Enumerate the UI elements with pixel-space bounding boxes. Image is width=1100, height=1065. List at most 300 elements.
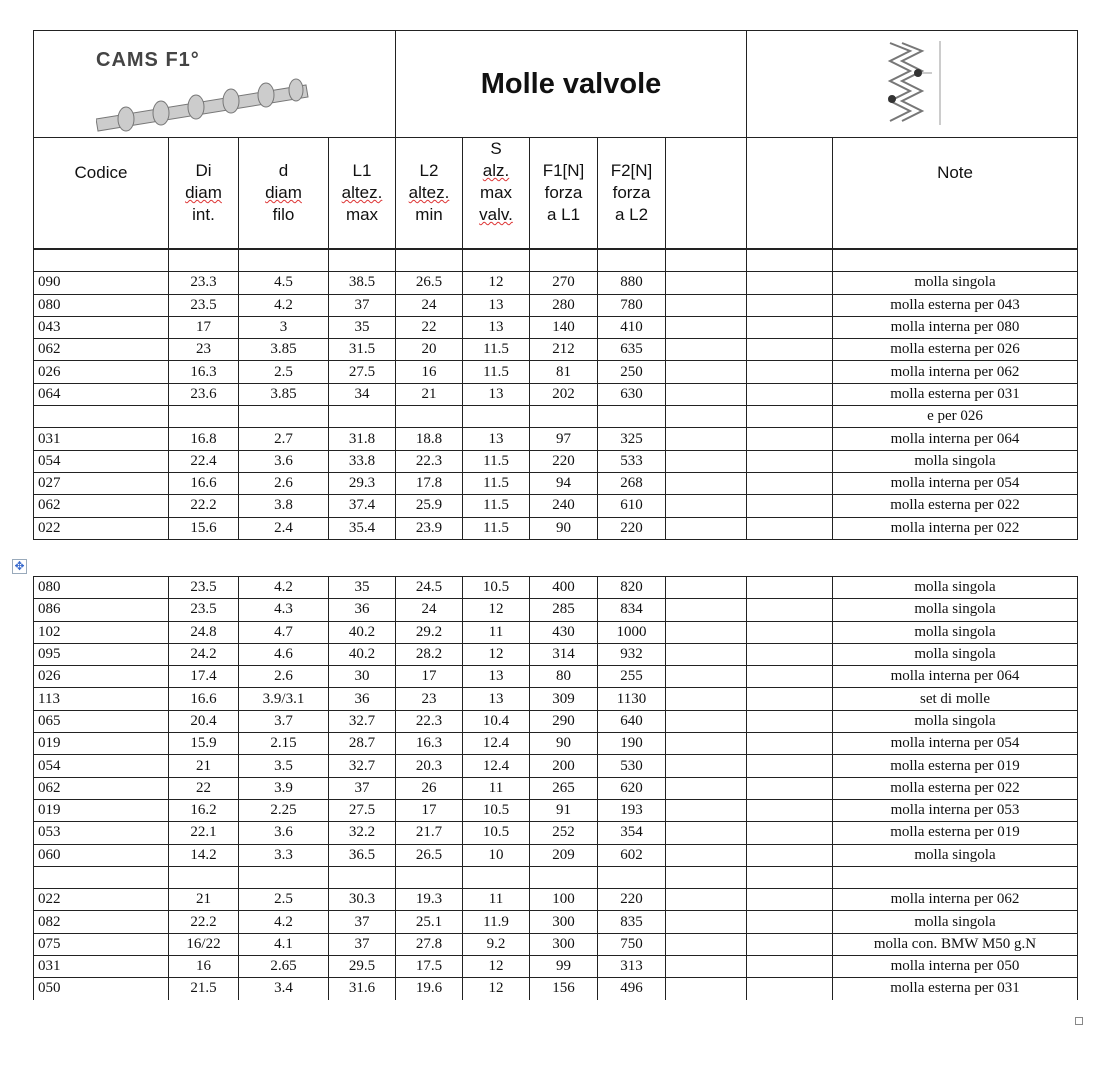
value-cell: 27.8: [396, 933, 463, 955]
column-header: [833, 138, 1078, 249]
value-cell: 13: [463, 688, 530, 710]
empty-cell: [747, 978, 833, 1000]
value-cell: 2.7: [239, 428, 329, 450]
value-cell: 23.5: [169, 599, 239, 621]
logo-text: CAMS F1°: [96, 49, 200, 71]
value-cell: 37: [329, 933, 396, 955]
empty-cell: [747, 316, 833, 338]
value-cell: 3.7: [239, 710, 329, 732]
empty-cell: [666, 733, 747, 755]
value-cell: 17: [396, 666, 463, 688]
empty-cell: [666, 361, 747, 383]
column-header-line: valv.: [479, 205, 513, 224]
empty-cell: [747, 799, 833, 821]
header-table: [33, 30, 1078, 249]
value-cell: [463, 866, 530, 888]
value-cell: 268: [598, 472, 666, 494]
value-cell: 3.9/3.1: [239, 688, 329, 710]
note-cell: molla singola: [833, 621, 1078, 643]
value-cell: 835: [598, 911, 666, 933]
table-row: [34, 755, 1078, 777]
note-cell: molla singola: [833, 599, 1078, 621]
value-cell: 23.6: [169, 383, 239, 405]
value-cell: 25.9: [396, 495, 463, 517]
value-cell: 220: [598, 889, 666, 911]
value-cell: 496: [598, 978, 666, 1000]
note-cell: molla interna per 080: [833, 316, 1078, 338]
value-cell: 10.4: [463, 710, 530, 732]
value-cell: 80: [530, 666, 598, 688]
table-row: [34, 911, 1078, 933]
camshaft-image: [96, 75, 316, 135]
value-cell: 430: [530, 621, 598, 643]
value-cell: 3.3: [239, 844, 329, 866]
table-row: [34, 688, 1078, 710]
value-cell: 209: [530, 844, 598, 866]
value-cell: 3: [239, 316, 329, 338]
value-cell: 20.4: [169, 710, 239, 732]
value-cell: 22.3: [396, 450, 463, 472]
empty-cell: [666, 643, 747, 665]
value-cell: 2.6: [239, 666, 329, 688]
empty-cell: [666, 866, 747, 888]
table-row: [34, 577, 1078, 599]
column-header-line: L1: [352, 161, 372, 180]
empty-cell: [666, 339, 747, 361]
value-cell: 820: [598, 577, 666, 599]
value-cell: 27.5: [329, 799, 396, 821]
code-cell: 026: [34, 666, 169, 688]
value-cell: 17.8: [396, 472, 463, 494]
column-header-line: Codice: [74, 163, 128, 182]
value-cell: [329, 250, 396, 272]
value-cell: 13: [463, 383, 530, 405]
value-cell: 23.5: [169, 577, 239, 599]
empty-cell: [666, 621, 747, 643]
value-cell: [396, 250, 463, 272]
code-cell: 065: [34, 710, 169, 732]
value-cell: 4.3: [239, 599, 329, 621]
empty-cell: [747, 339, 833, 361]
value-cell: 26.5: [396, 844, 463, 866]
value-cell: 24: [396, 599, 463, 621]
value-cell: [329, 406, 396, 428]
value-cell: 13: [463, 316, 530, 338]
column-header-line: S: [490, 139, 502, 158]
value-cell: 610: [598, 495, 666, 517]
note-cell: molla interna per 022: [833, 517, 1078, 539]
value-cell: 1130: [598, 688, 666, 710]
code-cell: 080: [34, 577, 169, 599]
column-header-line: altez.: [408, 183, 450, 202]
value-cell: 91: [530, 799, 598, 821]
value-cell: 16.2: [169, 799, 239, 821]
value-cell: 17: [396, 799, 463, 821]
value-cell: [329, 866, 396, 888]
value-cell: 24.8: [169, 621, 239, 643]
column-header-line: Di: [195, 161, 212, 180]
table-row: [34, 710, 1078, 732]
table-row: [34, 294, 1078, 316]
value-cell: 285: [530, 599, 598, 621]
value-cell: 29.3: [329, 472, 396, 494]
empty-cell: [666, 822, 747, 844]
value-cell: 16.6: [169, 472, 239, 494]
value-cell: 2.5: [239, 889, 329, 911]
value-cell: 4.5: [239, 272, 329, 294]
spring-diagram-cell: [747, 31, 1078, 138]
value-cell: [396, 406, 463, 428]
value-cell: 4.7: [239, 621, 329, 643]
value-cell: 4.1: [239, 933, 329, 955]
value-cell: 11: [463, 621, 530, 643]
value-cell: 97: [530, 428, 598, 450]
value-cell: 290: [530, 710, 598, 732]
column-header: [530, 138, 598, 249]
value-cell: 30.3: [329, 889, 396, 911]
column-header-line: forza: [544, 183, 583, 202]
value-cell: [396, 866, 463, 888]
column-header-line: min: [415, 205, 443, 224]
value-cell: 325: [598, 428, 666, 450]
code-cell: 043: [34, 316, 169, 338]
logo-cell: [34, 31, 396, 138]
column-header-line: alz.: [482, 161, 510, 180]
value-cell: 630: [598, 383, 666, 405]
table-row: [34, 495, 1078, 517]
value-cell: 37: [329, 777, 396, 799]
code-cell: 031: [34, 956, 169, 978]
empty-cell: [747, 472, 833, 494]
note-cell: molla interna per 064: [833, 666, 1078, 688]
value-cell: 313: [598, 956, 666, 978]
code-cell: 019: [34, 799, 169, 821]
note-cell: molla singola: [833, 577, 1078, 599]
column-header: [747, 138, 833, 249]
value-cell: 12: [463, 978, 530, 1000]
table-row: [34, 428, 1078, 450]
value-cell: 190: [598, 733, 666, 755]
value-cell: 90: [530, 517, 598, 539]
value-cell: 13: [463, 428, 530, 450]
value-cell: 280: [530, 294, 598, 316]
value-cell: 4.2: [239, 294, 329, 316]
value-cell: 10: [463, 844, 530, 866]
table-row: [34, 822, 1078, 844]
value-cell: 100: [530, 889, 598, 911]
value-cell: 4.2: [239, 577, 329, 599]
value-cell: 81: [530, 361, 598, 383]
table-row: [34, 978, 1078, 1000]
empty-cell: [666, 577, 747, 599]
code-cell: 102: [34, 621, 169, 643]
value-cell: 23: [396, 688, 463, 710]
value-cell: 602: [598, 844, 666, 866]
value-cell: 530: [598, 755, 666, 777]
note-cell: molla esterna per 019: [833, 755, 1078, 777]
column-header-line: filo: [272, 205, 295, 224]
value-cell: 3.85: [239, 383, 329, 405]
note-cell: [833, 250, 1078, 272]
value-cell: 9.2: [463, 933, 530, 955]
note-cell: molla singola: [833, 643, 1078, 665]
value-cell: [169, 406, 239, 428]
empty-cell: [666, 450, 747, 472]
value-cell: 220: [530, 450, 598, 472]
empty-cell: [747, 450, 833, 472]
note-cell: molla esterna per 026: [833, 339, 1078, 361]
value-cell: 13: [463, 666, 530, 688]
value-cell: [169, 866, 239, 888]
empty-cell: [666, 294, 747, 316]
column-header-line: F1[N]: [542, 161, 585, 180]
value-cell: 17: [169, 316, 239, 338]
value-cell: 26.5: [396, 272, 463, 294]
value-cell: [239, 250, 329, 272]
empty-cell: [747, 294, 833, 316]
code-cell: 113: [34, 688, 169, 710]
empty-cell: [666, 799, 747, 821]
code-cell: 062: [34, 495, 169, 517]
value-cell: 156: [530, 978, 598, 1000]
value-cell: 354: [598, 822, 666, 844]
value-cell: 750: [598, 933, 666, 955]
value-cell: [530, 866, 598, 888]
value-cell: 12: [463, 599, 530, 621]
value-cell: 533: [598, 450, 666, 472]
note-cell: molla esterna per 031: [833, 383, 1078, 405]
value-cell: [598, 866, 666, 888]
value-cell: 15.9: [169, 733, 239, 755]
value-cell: 12: [463, 272, 530, 294]
empty-cell: [747, 621, 833, 643]
value-cell: 24.2: [169, 643, 239, 665]
empty-cell: [747, 361, 833, 383]
value-cell: 212: [530, 339, 598, 361]
empty-cell: [666, 517, 747, 539]
value-cell: 28.7: [329, 733, 396, 755]
value-cell: 3.8: [239, 495, 329, 517]
value-cell: 23.9: [396, 517, 463, 539]
empty-cell: [747, 889, 833, 911]
empty-cell: [666, 889, 747, 911]
table-row: [34, 406, 1078, 428]
value-cell: 932: [598, 643, 666, 665]
code-cell: 050: [34, 978, 169, 1000]
value-cell: 40.2: [329, 621, 396, 643]
empty-cell: [666, 933, 747, 955]
empty-cell: [747, 495, 833, 517]
value-cell: [530, 406, 598, 428]
value-cell: 32.2: [329, 822, 396, 844]
value-cell: 24: [396, 294, 463, 316]
empty-cell: [666, 316, 747, 338]
value-cell: 17.4: [169, 666, 239, 688]
value-cell: 3.5: [239, 755, 329, 777]
value-cell: 16.3: [169, 361, 239, 383]
value-cell: 620: [598, 777, 666, 799]
value-cell: 140: [530, 316, 598, 338]
value-cell: 4.6: [239, 643, 329, 665]
code-cell: 022: [34, 517, 169, 539]
column-header-line: F2[N]: [610, 161, 653, 180]
empty-cell: [747, 643, 833, 665]
value-cell: 640: [598, 710, 666, 732]
value-cell: 40.2: [329, 643, 396, 665]
spring-diagram-icon: [862, 37, 962, 127]
table-row: [34, 339, 1078, 361]
value-cell: 23.5: [169, 294, 239, 316]
value-cell: 28.2: [396, 643, 463, 665]
value-cell: 18.8: [396, 428, 463, 450]
code-cell: 027: [34, 472, 169, 494]
value-cell: 33.8: [329, 450, 396, 472]
column-header: [598, 138, 666, 249]
code-cell: 062: [34, 339, 169, 361]
table-row: [34, 621, 1078, 643]
note-cell: molla con. BMW M50 g.N: [833, 933, 1078, 955]
note-cell: molla interna per 050: [833, 956, 1078, 978]
value-cell: 12: [463, 956, 530, 978]
note-cell: molla esterna per 022: [833, 495, 1078, 517]
value-cell: 29.2: [396, 621, 463, 643]
page-title: Molle valvole: [396, 31, 747, 138]
empty-cell: [747, 933, 833, 955]
cams-f1-logo: [34, 31, 395, 137]
value-cell: 11.5: [463, 495, 530, 517]
code-cell: 031: [34, 428, 169, 450]
empty-cell: [747, 822, 833, 844]
value-cell: 3.9: [239, 777, 329, 799]
table-row: [34, 316, 1078, 338]
value-cell: [598, 406, 666, 428]
value-cell: [169, 250, 239, 272]
value-cell: 94: [530, 472, 598, 494]
value-cell: 2.65: [239, 956, 329, 978]
value-cell: 220: [598, 517, 666, 539]
value-cell: 32.7: [329, 710, 396, 732]
note-cell: e per 026: [833, 406, 1078, 428]
table-row: [34, 844, 1078, 866]
value-cell: 21: [169, 889, 239, 911]
value-cell: [530, 250, 598, 272]
value-cell: 11.5: [463, 450, 530, 472]
value-cell: 193: [598, 799, 666, 821]
note-cell: set di molle: [833, 688, 1078, 710]
value-cell: 309: [530, 688, 598, 710]
value-cell: 10.5: [463, 822, 530, 844]
value-cell: [598, 250, 666, 272]
column-header-line: diam: [265, 183, 302, 202]
empty-cell: [747, 383, 833, 405]
table-row: [34, 383, 1078, 405]
empty-cell: [747, 272, 833, 294]
value-cell: 200: [530, 755, 598, 777]
value-cell: 780: [598, 294, 666, 316]
value-cell: 99: [530, 956, 598, 978]
column-header-line: d: [278, 161, 289, 180]
empty-cell: [666, 250, 747, 272]
column-header-line: altez.: [341, 183, 383, 202]
table-row: [34, 272, 1078, 294]
empty-cell: [666, 383, 747, 405]
value-cell: 27.5: [329, 361, 396, 383]
code-cell: 053: [34, 822, 169, 844]
value-cell: 11.5: [463, 472, 530, 494]
value-cell: 35: [329, 316, 396, 338]
value-cell: 21.7: [396, 822, 463, 844]
value-cell: 12.4: [463, 755, 530, 777]
column-header-line: max: [479, 183, 513, 202]
value-cell: 400: [530, 577, 598, 599]
value-cell: 90: [530, 733, 598, 755]
value-cell: 21: [396, 383, 463, 405]
code-cell: 064: [34, 383, 169, 405]
empty-cell: [666, 911, 747, 933]
code-cell: 062: [34, 777, 169, 799]
column-header-line: max: [345, 205, 379, 224]
value-cell: 11: [463, 777, 530, 799]
value-cell: 2.25: [239, 799, 329, 821]
column-header-line: Note: [937, 163, 973, 182]
column-header-line: a L1: [546, 205, 581, 224]
column-header-line: a L2: [614, 205, 649, 224]
value-cell: 22: [396, 316, 463, 338]
column-header-line: L2: [419, 161, 439, 180]
table-row: [34, 643, 1078, 665]
empty-cell: [666, 755, 747, 777]
value-cell: 22.4: [169, 450, 239, 472]
empty-cell: [747, 250, 833, 272]
value-cell: [463, 250, 530, 272]
empty-cell: [747, 599, 833, 621]
table-move-handle-icon[interactable]: ✥: [12, 559, 27, 574]
empty-cell: [666, 495, 747, 517]
value-cell: 16.8: [169, 428, 239, 450]
springs-table-1: [33, 249, 1078, 540]
code-cell: 022: [34, 889, 169, 911]
value-cell: 35: [329, 577, 396, 599]
value-cell: 20: [396, 339, 463, 361]
column-header: [169, 138, 239, 249]
empty-cell: [666, 666, 747, 688]
value-cell: 17.5: [396, 956, 463, 978]
code-cell: 082: [34, 911, 169, 933]
empty-cell: [747, 844, 833, 866]
value-cell: 270: [530, 272, 598, 294]
note-cell: molla interna per 054: [833, 472, 1078, 494]
value-cell: 22: [169, 777, 239, 799]
value-cell: 15.6: [169, 517, 239, 539]
empty-cell: [747, 755, 833, 777]
value-cell: 16/22: [169, 933, 239, 955]
table-row: [34, 799, 1078, 821]
column-header: [34, 138, 169, 249]
empty-cell: [666, 472, 747, 494]
value-cell: 11.5: [463, 361, 530, 383]
value-cell: 300: [530, 911, 598, 933]
empty-cell: [747, 956, 833, 978]
value-cell: 265: [530, 777, 598, 799]
value-cell: 2.6: [239, 472, 329, 494]
value-cell: 24.5: [396, 577, 463, 599]
value-cell: 23.3: [169, 272, 239, 294]
empty-cell: [666, 978, 747, 1000]
note-cell: molla esterna per 043: [833, 294, 1078, 316]
value-cell: 11.5: [463, 339, 530, 361]
value-cell: 11.9: [463, 911, 530, 933]
table-resize-handle[interactable]: [1075, 1017, 1083, 1025]
